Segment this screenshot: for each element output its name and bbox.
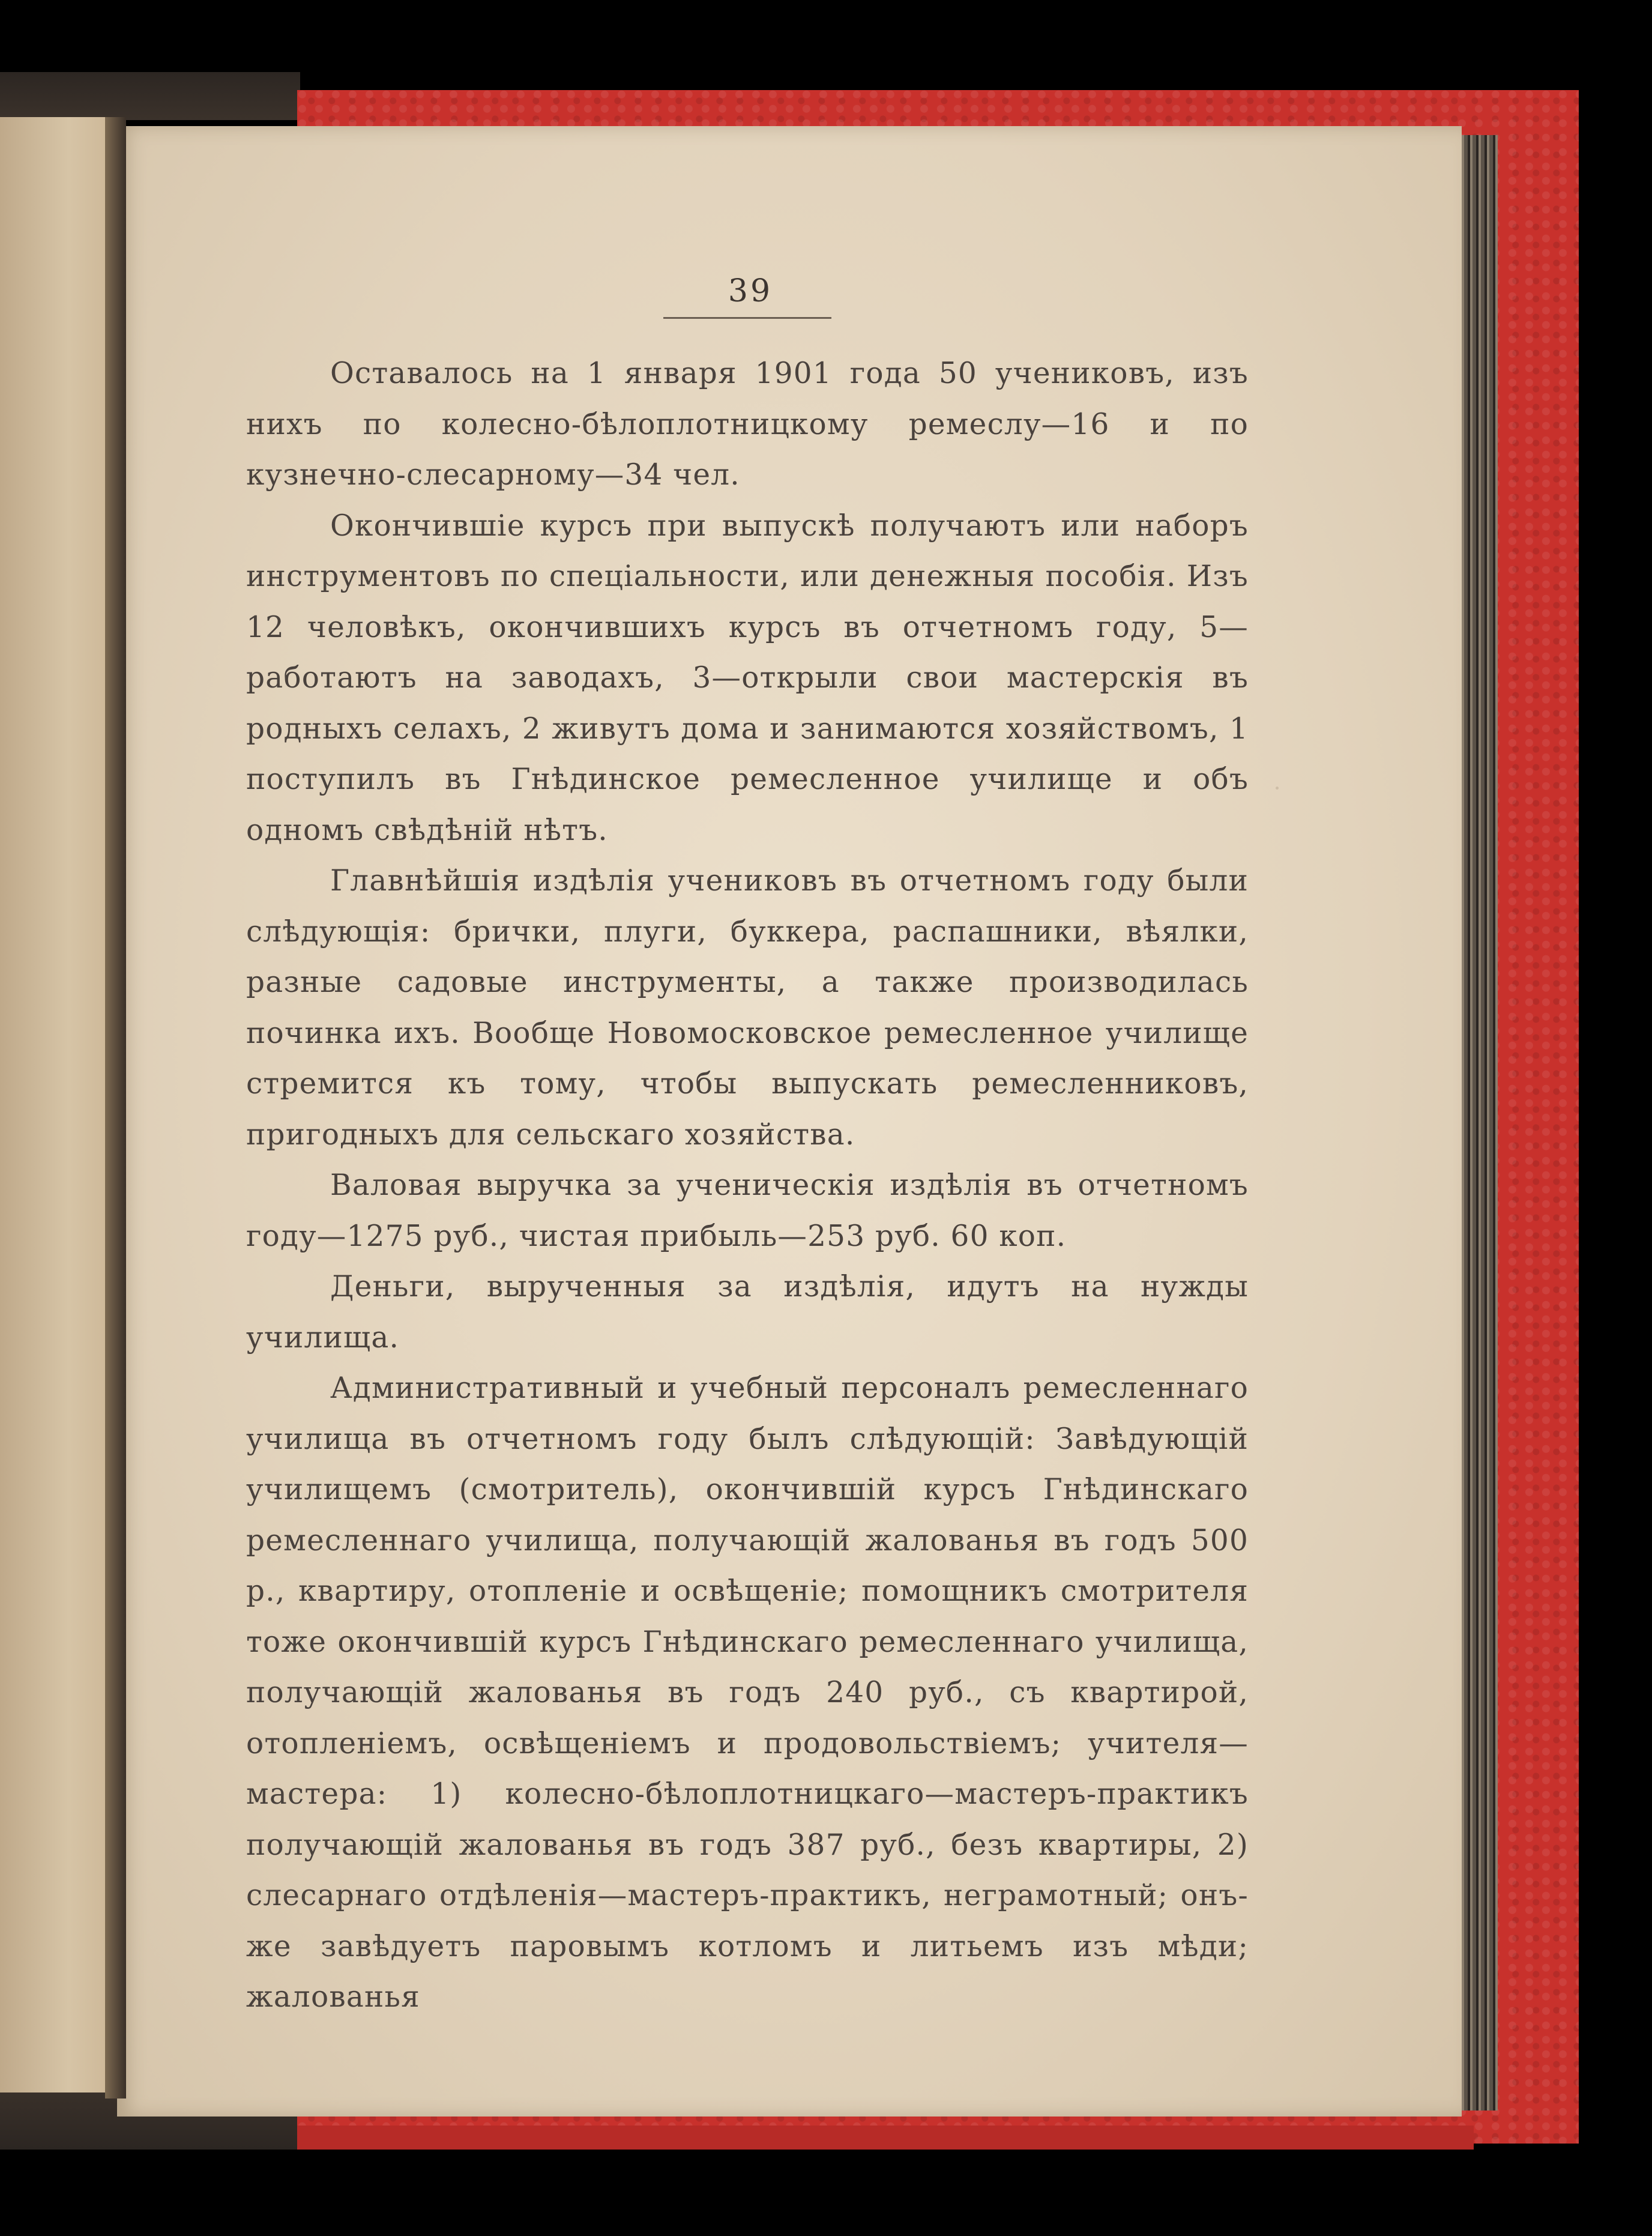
- page-edges-stack: [1456, 135, 1498, 2111]
- book-cover-edge: [297, 2126, 1474, 2150]
- paragraph: Оставалось на 1 января 1901 года 50 учениковъ, изъ нихъ по колесно-бѣлоплотницкому ремеслу—16 и по кузнечно-слесарному—34 чел.: [246, 357, 1249, 492]
- left-binding: [0, 72, 300, 120]
- paragraph: Окончившiе курсъ при выпускѣ получаютъ или наборъ инструментовъ по спецiальности, или денежныя пособiя. Изъ 12 человѣкъ, окончившихъ курсъ въ отчетномъ году, 5—работаютъ на заводахъ, 3—открыли свои мастерскiя въ родныхъ селахъ, 2 живутъ дома и занимаются хозяйствомъ, 1 поступилъ въ Гнѣдинское ремесленное училище и объ одномъ свѣдѣнiй нѣтъ.: [246, 509, 1249, 847]
- book-gutter: [105, 117, 126, 2099]
- previous-page-edge: [0, 117, 114, 2092]
- page-number-rule: [663, 317, 831, 319]
- page-body: [246, 348, 1249, 2023]
- paper-speck: [1276, 787, 1279, 790]
- paragraph: Деньги, вырученныя за издѣлiя, идутъ на нужды училища.: [246, 1270, 1249, 1355]
- page-number: 39: [728, 273, 773, 309]
- paragraph: Валовая выручка за ученическiя издѣлiя въ отчетномъ году—1275 руб., чистая прибыль—253 руб. 60 коп.: [246, 1168, 1249, 1253]
- paragraph: Главнѣйшiя издѣлiя учениковъ въ отчетномъ году были слѣдующiя: брички, плуги, буккера, распашники, вѣялки, разные садовые инструменты, а также производилась починка ихъ. Вообще Новомосковское ремесленное училище стремится къ тому, чтобы выпускать ремесленниковъ, пригодныхъ для сельскаго хозяйства.: [246, 864, 1249, 1152]
- paragraph: Административный и учебный персоналъ ремесленнаго училища въ отчетномъ году былъ слѣдующiй: Завѣдующiй училищемъ (смотритель), окончившiй курсъ Гнѣдинскаго ремесленнаго училища, получающiй жалованья въ годъ 500 р., квартиру, отопленiе и освѣщенiе; помощникъ смотрителя тоже окончившiй курсъ Гнѣдинскаго ремесленнаго училища, получающiй жалованья въ годъ 240 руб., съ квартирой, отопленiемъ, освѣщенiемъ и продовольствiемъ; учителя—мастера: 1) колесно-бѣлоплотницкаго—мастеръ-практикъ получающiй жалованья въ годъ 387 руб., безъ квартиры, 2) слесарнаго отдѣленiя—мастеръ-практикъ, неграмотный; онъ-же завѣдуетъ паровымъ котломъ и литьемъ изъ мѣди; жалованья: [246, 1371, 1249, 2014]
